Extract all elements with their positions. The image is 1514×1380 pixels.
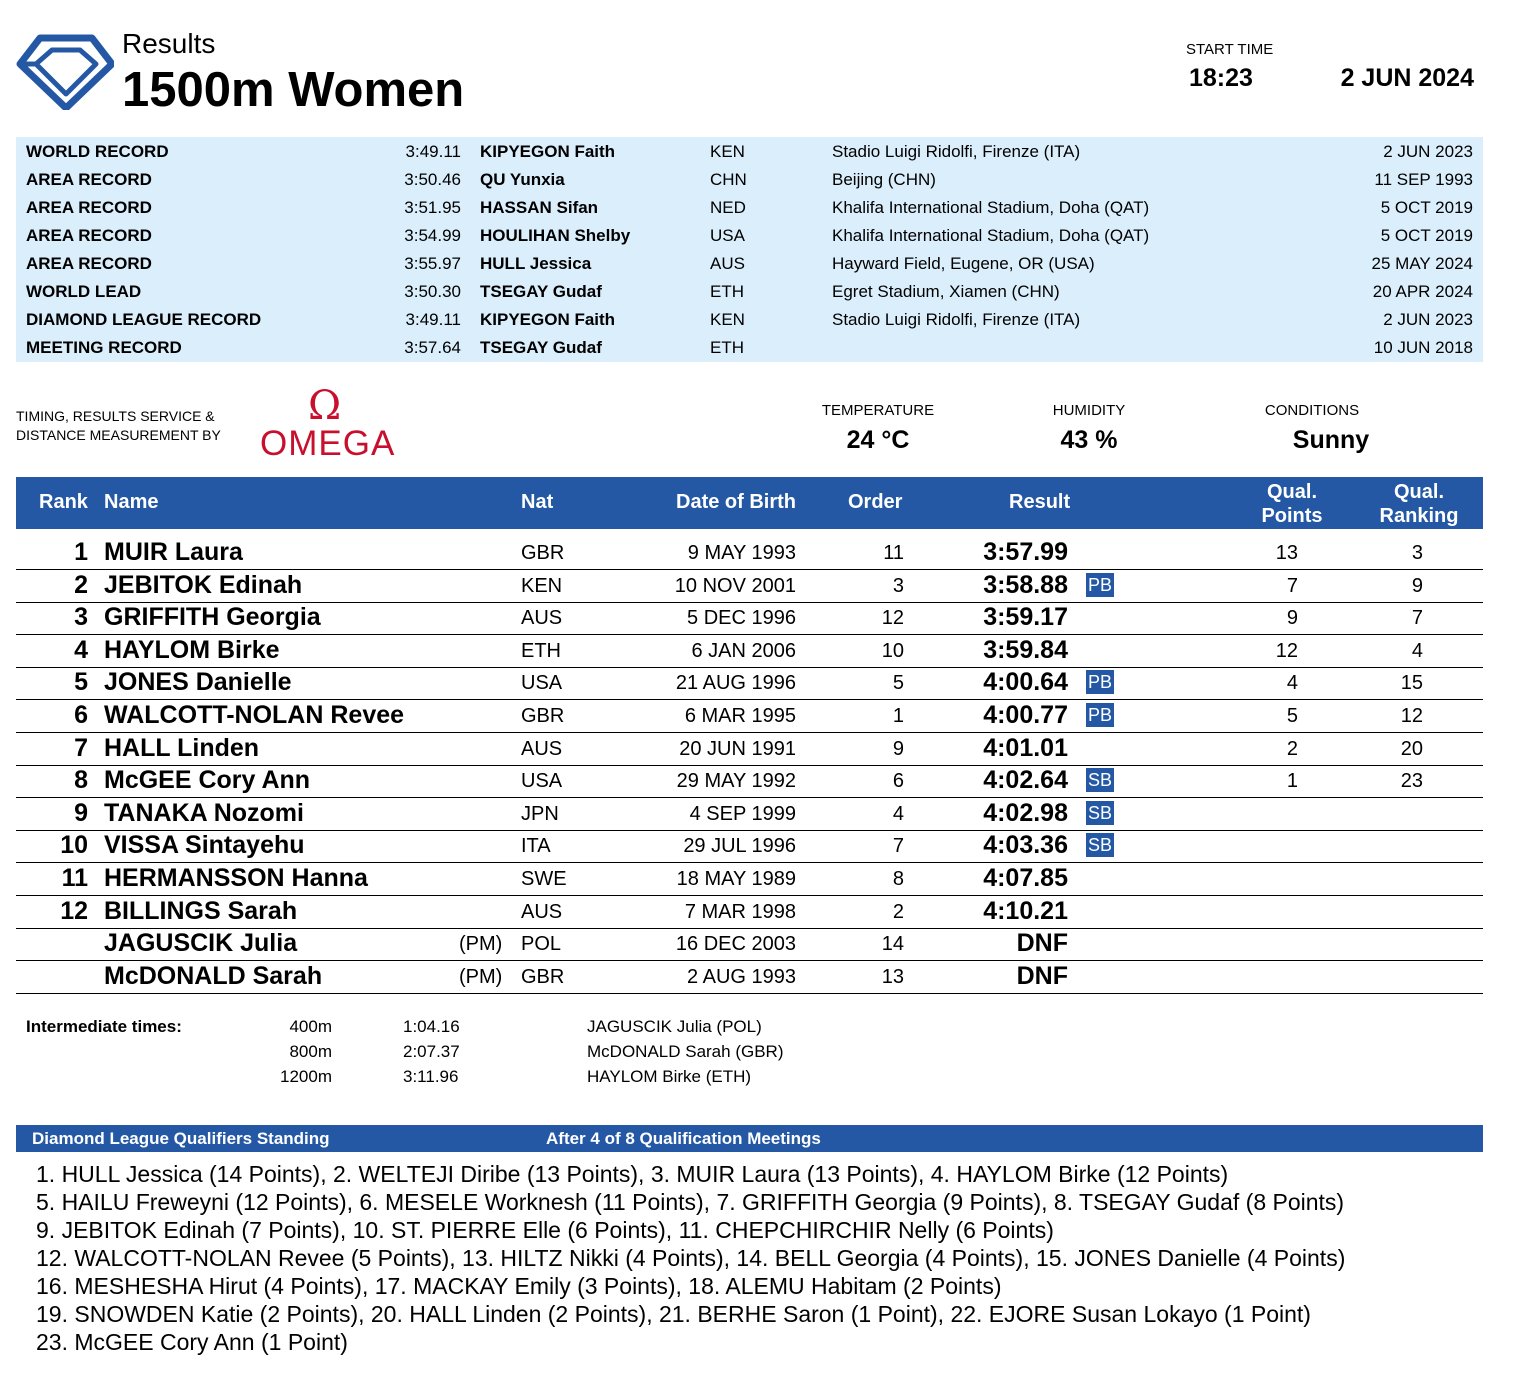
date-of-birth: 6 MAR 1995 xyxy=(684,705,796,727)
record-athlete: QU Yunxia xyxy=(480,170,565,189)
date-of-birth: 20 JUN 1991 xyxy=(679,738,796,760)
record-title: DIAMOND LEAGUE RECORD xyxy=(26,310,262,329)
result-time: 3:59.17 xyxy=(983,603,1068,631)
standing-line: 5. HAILU Freweyni (12 Points), 6. MESELE Worknesh (11 Points), 7. GRIFFITH Georgia (9 Points), 8. TSEGAY Gudaf (8 Points) xyxy=(36,1189,1345,1215)
athlete-name: GRIFFITH Georgia xyxy=(104,603,321,631)
record-nat: ETH xyxy=(710,282,744,301)
table-row xyxy=(16,700,1483,733)
record-nat: AUS xyxy=(710,254,745,273)
qual-points: 5 xyxy=(1286,705,1298,727)
rank-cell: 9 xyxy=(74,799,88,827)
records-block xyxy=(16,137,1483,362)
result-time: 4:03.36 xyxy=(983,831,1068,859)
event-date: 2 JUN 2024 xyxy=(1340,64,1474,92)
record-venue: Beijing (CHN) xyxy=(832,170,936,189)
split-leader: JAGUSCIK Julia (POL) xyxy=(587,1017,762,1036)
record-venue: Hayward Field, Eugene, OR (USA) xyxy=(832,254,1095,273)
athlete-name: McGEE Cory Ann xyxy=(104,766,311,794)
table-row xyxy=(16,570,1483,603)
rank-cell: 12 xyxy=(60,897,88,925)
start-order: 1 xyxy=(892,705,904,727)
date-of-birth: 18 MAY 1989 xyxy=(676,868,796,890)
nationality: AUS xyxy=(521,901,563,923)
humidity-value: 43 % xyxy=(1060,426,1118,454)
header-qual-points-line2: Points xyxy=(1261,505,1323,527)
standing-line: 19. SNOWDEN Katie (2 Points), 20. HALL Linden (2 Points), 21. BERHE Saron (1 Point), 22. EJORE Susan Lokayo (1 Point) xyxy=(36,1301,1311,1327)
record-row xyxy=(16,222,1483,250)
athlete-name: VISSA Sintayehu xyxy=(104,831,305,859)
split-leader: McDONALD Sarah (GBR) xyxy=(587,1042,784,1061)
record-athlete: TSEGAY Gudaf xyxy=(480,282,602,301)
start-order: 14 xyxy=(881,933,904,955)
result-time: 4:07.85 xyxy=(983,864,1068,892)
start-order: 10 xyxy=(881,640,904,662)
temperature-label: TEMPERATURE xyxy=(821,402,935,419)
omega-logo-text: OMEGA xyxy=(260,424,396,463)
standing-title: Diamond League Qualifiers Standing xyxy=(32,1129,330,1148)
rank-cell: 2 xyxy=(74,571,88,599)
date-of-birth: 29 MAY 1992 xyxy=(676,770,796,792)
table-row xyxy=(16,798,1483,831)
start-order: 3 xyxy=(892,575,904,597)
nationality: AUS xyxy=(521,738,563,760)
date-of-birth: 29 JUL 1996 xyxy=(683,835,796,857)
start-order: 6 xyxy=(892,770,904,792)
record-row xyxy=(16,138,1483,166)
rank-cell: 3 xyxy=(74,603,88,631)
qual-points: 12 xyxy=(1275,640,1298,662)
standing-line: 16. MESHESHA Hirut (4 Points), 17. MACKAY Emily (3 Points), 18. ALEMU Habitam (2 Points) xyxy=(36,1273,1002,1299)
qual-ranking: 15 xyxy=(1400,672,1423,694)
record-row xyxy=(16,334,1483,362)
header-qual-ranking-line1: Qual. xyxy=(1393,481,1444,503)
rank-cell: 11 xyxy=(61,864,88,892)
record-time: 3:49.11 xyxy=(405,142,461,161)
record-nat: ETH xyxy=(710,338,744,357)
qual-ranking: 4 xyxy=(1411,640,1423,662)
table-row xyxy=(16,830,1483,863)
qual-points: 4 xyxy=(1286,672,1298,694)
record-row xyxy=(16,306,1483,334)
start-time: 18:23 xyxy=(1189,64,1253,92)
record-athlete: HULL Jessica xyxy=(480,254,592,273)
standing-header-bar xyxy=(16,1125,1483,1152)
start-order: 5 xyxy=(892,672,904,694)
date-of-birth: 21 AUG 1996 xyxy=(675,672,796,694)
date-of-birth: 4 SEP 1999 xyxy=(689,803,796,825)
split-distance: 800m xyxy=(289,1042,332,1061)
header-qual-ranking xyxy=(1374,480,1464,528)
record-nat: CHN xyxy=(710,170,747,189)
qual-points: 7 xyxy=(1286,575,1298,597)
record-athlete: KIPYEGON Faith xyxy=(480,310,616,329)
nationality: ITA xyxy=(521,835,551,857)
record-nat: NED xyxy=(710,198,746,217)
start-order: 11 xyxy=(883,542,904,564)
qual-ranking: 20 xyxy=(1400,738,1423,760)
result-time: 3:57.99 xyxy=(983,538,1068,566)
date-of-birth: 6 JAN 2006 xyxy=(691,640,796,662)
nationality: GBR xyxy=(521,966,565,988)
nationality: GBR xyxy=(521,705,565,727)
start-order: 12 xyxy=(881,607,904,629)
intermediate-times-label: Intermediate times: xyxy=(26,1017,182,1036)
record-venue: Egret Stadium, Xiamen (CHN) xyxy=(832,282,1060,301)
nationality: SWE xyxy=(521,868,567,890)
pacemaker-mark: (PM) xyxy=(459,966,503,988)
header-qual-points xyxy=(1252,480,1332,528)
rank-cell: 6 xyxy=(74,701,88,729)
table-row xyxy=(16,961,1483,994)
table-row xyxy=(16,928,1483,961)
start-time-label: START TIME xyxy=(1186,41,1274,58)
record-row xyxy=(16,166,1483,194)
record-title: WORLD LEAD xyxy=(26,282,142,301)
qual-points: 2 xyxy=(1286,738,1298,760)
qual-ranking: 23 xyxy=(1400,770,1423,792)
record-badge: SB xyxy=(1088,835,1113,855)
record-venue: Stadio Luigi Ridolfi, Firenze (ITA) xyxy=(832,142,1081,161)
result-time: 4:02.98 xyxy=(983,799,1068,827)
rank-cell: 8 xyxy=(74,766,88,794)
record-badge: SB xyxy=(1088,803,1113,823)
standing-line: 1. HULL Jessica (14 Points), 2. WELTEJI Diribe (13 Points), 3. MUIR Laura (13 Points), 4. HAYLOM Birke (12 Points) xyxy=(36,1161,1229,1187)
split-time: 1:04.16 xyxy=(403,1017,460,1036)
rank-cell: 4 xyxy=(74,636,88,664)
athlete-name: WALCOTT-NOLAN Revee xyxy=(104,701,405,729)
result-time: 4:00.64 xyxy=(983,668,1068,696)
table-row xyxy=(16,667,1483,700)
split-leader: HAYLOM Birke (ETH) xyxy=(587,1067,752,1086)
record-athlete: HASSAN Sifan xyxy=(480,198,599,217)
record-title: AREA RECORD xyxy=(26,226,152,245)
athlete-name: JONES Danielle xyxy=(104,668,292,696)
table-row xyxy=(16,896,1483,929)
record-title: AREA RECORD xyxy=(26,254,152,273)
record-date: 10 JUN 2018 xyxy=(1373,338,1473,357)
athlete-name: HERMANSSON Hanna xyxy=(104,864,368,892)
record-title: WORLD RECORD xyxy=(26,142,169,161)
rank-cell: 1 xyxy=(74,538,88,566)
athlete-name: McDONALD Sarah xyxy=(104,962,323,990)
header-dob: Date of Birth xyxy=(676,491,796,513)
result-time: 4:02.64 xyxy=(983,766,1068,794)
record-time: 3:55.97 xyxy=(404,254,461,273)
record-title: AREA RECORD xyxy=(26,170,152,189)
table-row xyxy=(16,602,1483,635)
header-result: Result xyxy=(1009,491,1071,513)
record-badge: PB xyxy=(1088,575,1113,595)
athlete-name: TANAKA Nozomi xyxy=(104,799,304,827)
nationality: KEN xyxy=(521,575,563,597)
result-time: 3:59.84 xyxy=(983,636,1068,664)
temperature-value: 24 °C xyxy=(846,426,910,454)
qual-ranking: 3 xyxy=(1411,542,1423,564)
start-order: 4 xyxy=(892,803,904,825)
record-time: 3:50.30 xyxy=(404,282,461,301)
nationality: JPN xyxy=(521,803,559,825)
record-venue: Khalifa International Stadium, Doha (QAT) xyxy=(832,226,1150,245)
date-of-birth: 9 MAY 1993 xyxy=(687,542,796,564)
record-row xyxy=(16,250,1483,278)
nationality: USA xyxy=(521,672,563,694)
record-badge: PB xyxy=(1088,672,1113,692)
start-order: 2 xyxy=(892,901,904,923)
standing-subtitle: After 4 of 8 Qualification Meetings xyxy=(546,1129,821,1148)
date-of-birth: 16 DEC 2003 xyxy=(675,933,796,955)
record-date: 5 OCT 2019 xyxy=(1380,226,1473,245)
table-row xyxy=(16,765,1483,798)
record-title: MEETING RECORD xyxy=(26,338,182,357)
results-table-header xyxy=(16,477,1483,529)
record-time: 3:57.64 xyxy=(404,338,461,357)
date-of-birth: 2 AUG 1993 xyxy=(687,966,796,988)
pacemaker-mark: (PM) xyxy=(459,933,503,955)
omega-logo-icon: Ω xyxy=(308,383,342,429)
record-athlete: TSEGAY Gudaf xyxy=(480,338,602,357)
table-row xyxy=(16,863,1483,896)
record-date: 20 APR 2024 xyxy=(1372,282,1473,301)
result-time: DNF xyxy=(1016,962,1068,990)
start-order: 7 xyxy=(892,835,904,857)
event-title: 1500m Women xyxy=(122,63,465,117)
header-name: Name xyxy=(104,491,159,513)
table-row xyxy=(16,635,1483,668)
record-time: 3:50.46 xyxy=(404,170,461,189)
record-athlete: HOULIHAN Shelby xyxy=(480,226,631,245)
record-date: 25 MAY 2024 xyxy=(1371,254,1473,273)
record-venue: Khalifa International Stadium, Doha (QAT) xyxy=(832,198,1150,217)
results-label: Results xyxy=(122,28,216,59)
record-nat: USA xyxy=(710,226,745,245)
nationality: POL xyxy=(521,933,562,955)
record-badge: SB xyxy=(1088,770,1113,790)
conditions-label: CONDITIONS xyxy=(1264,402,1360,419)
qual-ranking: 12 xyxy=(1400,705,1423,727)
athlete-name: JEBITOK Edinah xyxy=(104,571,303,599)
result-time: 3:58.88 xyxy=(983,571,1068,599)
record-venue: Stadio Luigi Ridolfi, Firenze (ITA) xyxy=(832,310,1081,329)
athlete-name: HALL Linden xyxy=(104,734,260,762)
record-nat: KEN xyxy=(710,310,745,329)
record-badge: PB xyxy=(1088,705,1113,725)
rank-cell: 10 xyxy=(60,831,88,859)
nationality: AUS xyxy=(521,607,563,629)
rank-cell: 7 xyxy=(74,734,88,762)
record-time: 3:51.95 xyxy=(404,198,461,217)
qual-ranking: 9 xyxy=(1411,575,1423,597)
table-row xyxy=(16,733,1483,766)
athlete-name: MUIR Laura xyxy=(104,538,243,566)
record-athlete: KIPYEGON Faith xyxy=(480,142,616,161)
table-row xyxy=(16,537,1483,570)
record-date: 5 OCT 2019 xyxy=(1380,198,1473,217)
record-time: 3:54.99 xyxy=(404,226,461,245)
record-title: AREA RECORD xyxy=(26,198,152,217)
qual-points: 9 xyxy=(1286,607,1298,629)
qual-ranking: 7 xyxy=(1411,607,1423,629)
result-time: 4:01.01 xyxy=(983,734,1068,762)
start-order: 9 xyxy=(892,738,904,760)
athlete-name: HAYLOM Birke xyxy=(104,636,280,664)
standing-line: 9. JEBITOK Edinah (7 Points), 10. ST. PIERRE Elle (6 Points), 11. CHEPCHIRCHIR Nelly (6 Points) xyxy=(36,1217,1054,1243)
nationality: ETH xyxy=(521,640,561,662)
record-nat: KEN xyxy=(710,142,745,161)
record-row xyxy=(16,278,1483,306)
timing-credit-line1: TIMING, RESULTS SERVICE & xyxy=(16,408,215,424)
diamond-league-logo xyxy=(16,30,114,110)
header-qual-points-line1: Qual. xyxy=(1266,481,1317,503)
date-of-birth: 7 MAR 1998 xyxy=(684,901,796,923)
athlete-name: BILLINGS Sarah xyxy=(104,897,298,925)
rank-cell: 5 xyxy=(74,668,88,696)
split-distance: 400m xyxy=(289,1017,332,1036)
timing-credit-line2: DISTANCE MEASUREMENT BY xyxy=(16,427,221,443)
record-row xyxy=(16,194,1483,222)
start-order: 8 xyxy=(892,868,904,890)
timing-credit xyxy=(16,407,221,445)
split-time: 3:11.96 xyxy=(403,1067,459,1086)
humidity-label: HUMIDITY xyxy=(1052,402,1126,419)
standing-line: 23. McGEE Cory Ann (1 Point) xyxy=(36,1329,348,1355)
qual-points: 13 xyxy=(1275,542,1298,564)
split-time: 2:07.37 xyxy=(403,1042,460,1061)
conditions-value: Sunny xyxy=(1292,426,1370,454)
result-time: DNF xyxy=(1016,929,1068,957)
record-date: 11 SEP 1993 xyxy=(1374,170,1473,189)
date-of-birth: 5 DEC 1996 xyxy=(687,607,796,629)
result-time: 4:00.77 xyxy=(983,701,1068,729)
header-qual-ranking-line2: Ranking xyxy=(1379,505,1459,527)
standing-line: 12. WALCOTT-NOLAN Revee (5 Points), 13. HILTZ Nikki (4 Points), 14. BELL Georgia (4 Points), 15. JONES Danielle (4 Points) xyxy=(36,1245,1346,1271)
start-order: 13 xyxy=(881,966,904,988)
date-of-birth: 10 NOV 2001 xyxy=(674,575,796,597)
record-date: 2 JUN 2023 xyxy=(1383,310,1473,329)
result-time: 4:10.21 xyxy=(983,897,1068,925)
athlete-name: JAGUSCIK Julia xyxy=(104,929,298,957)
nationality: USA xyxy=(521,770,563,792)
header-order: Order xyxy=(848,491,903,513)
record-time: 3:49.11 xyxy=(405,310,461,329)
header-nat: Nat xyxy=(521,491,554,513)
qual-points: 1 xyxy=(1286,770,1298,792)
nationality: GBR xyxy=(521,542,565,564)
split-distance: 1200m xyxy=(280,1067,332,1086)
record-date: 2 JUN 2023 xyxy=(1383,142,1473,161)
header-rank: Rank xyxy=(39,491,88,513)
